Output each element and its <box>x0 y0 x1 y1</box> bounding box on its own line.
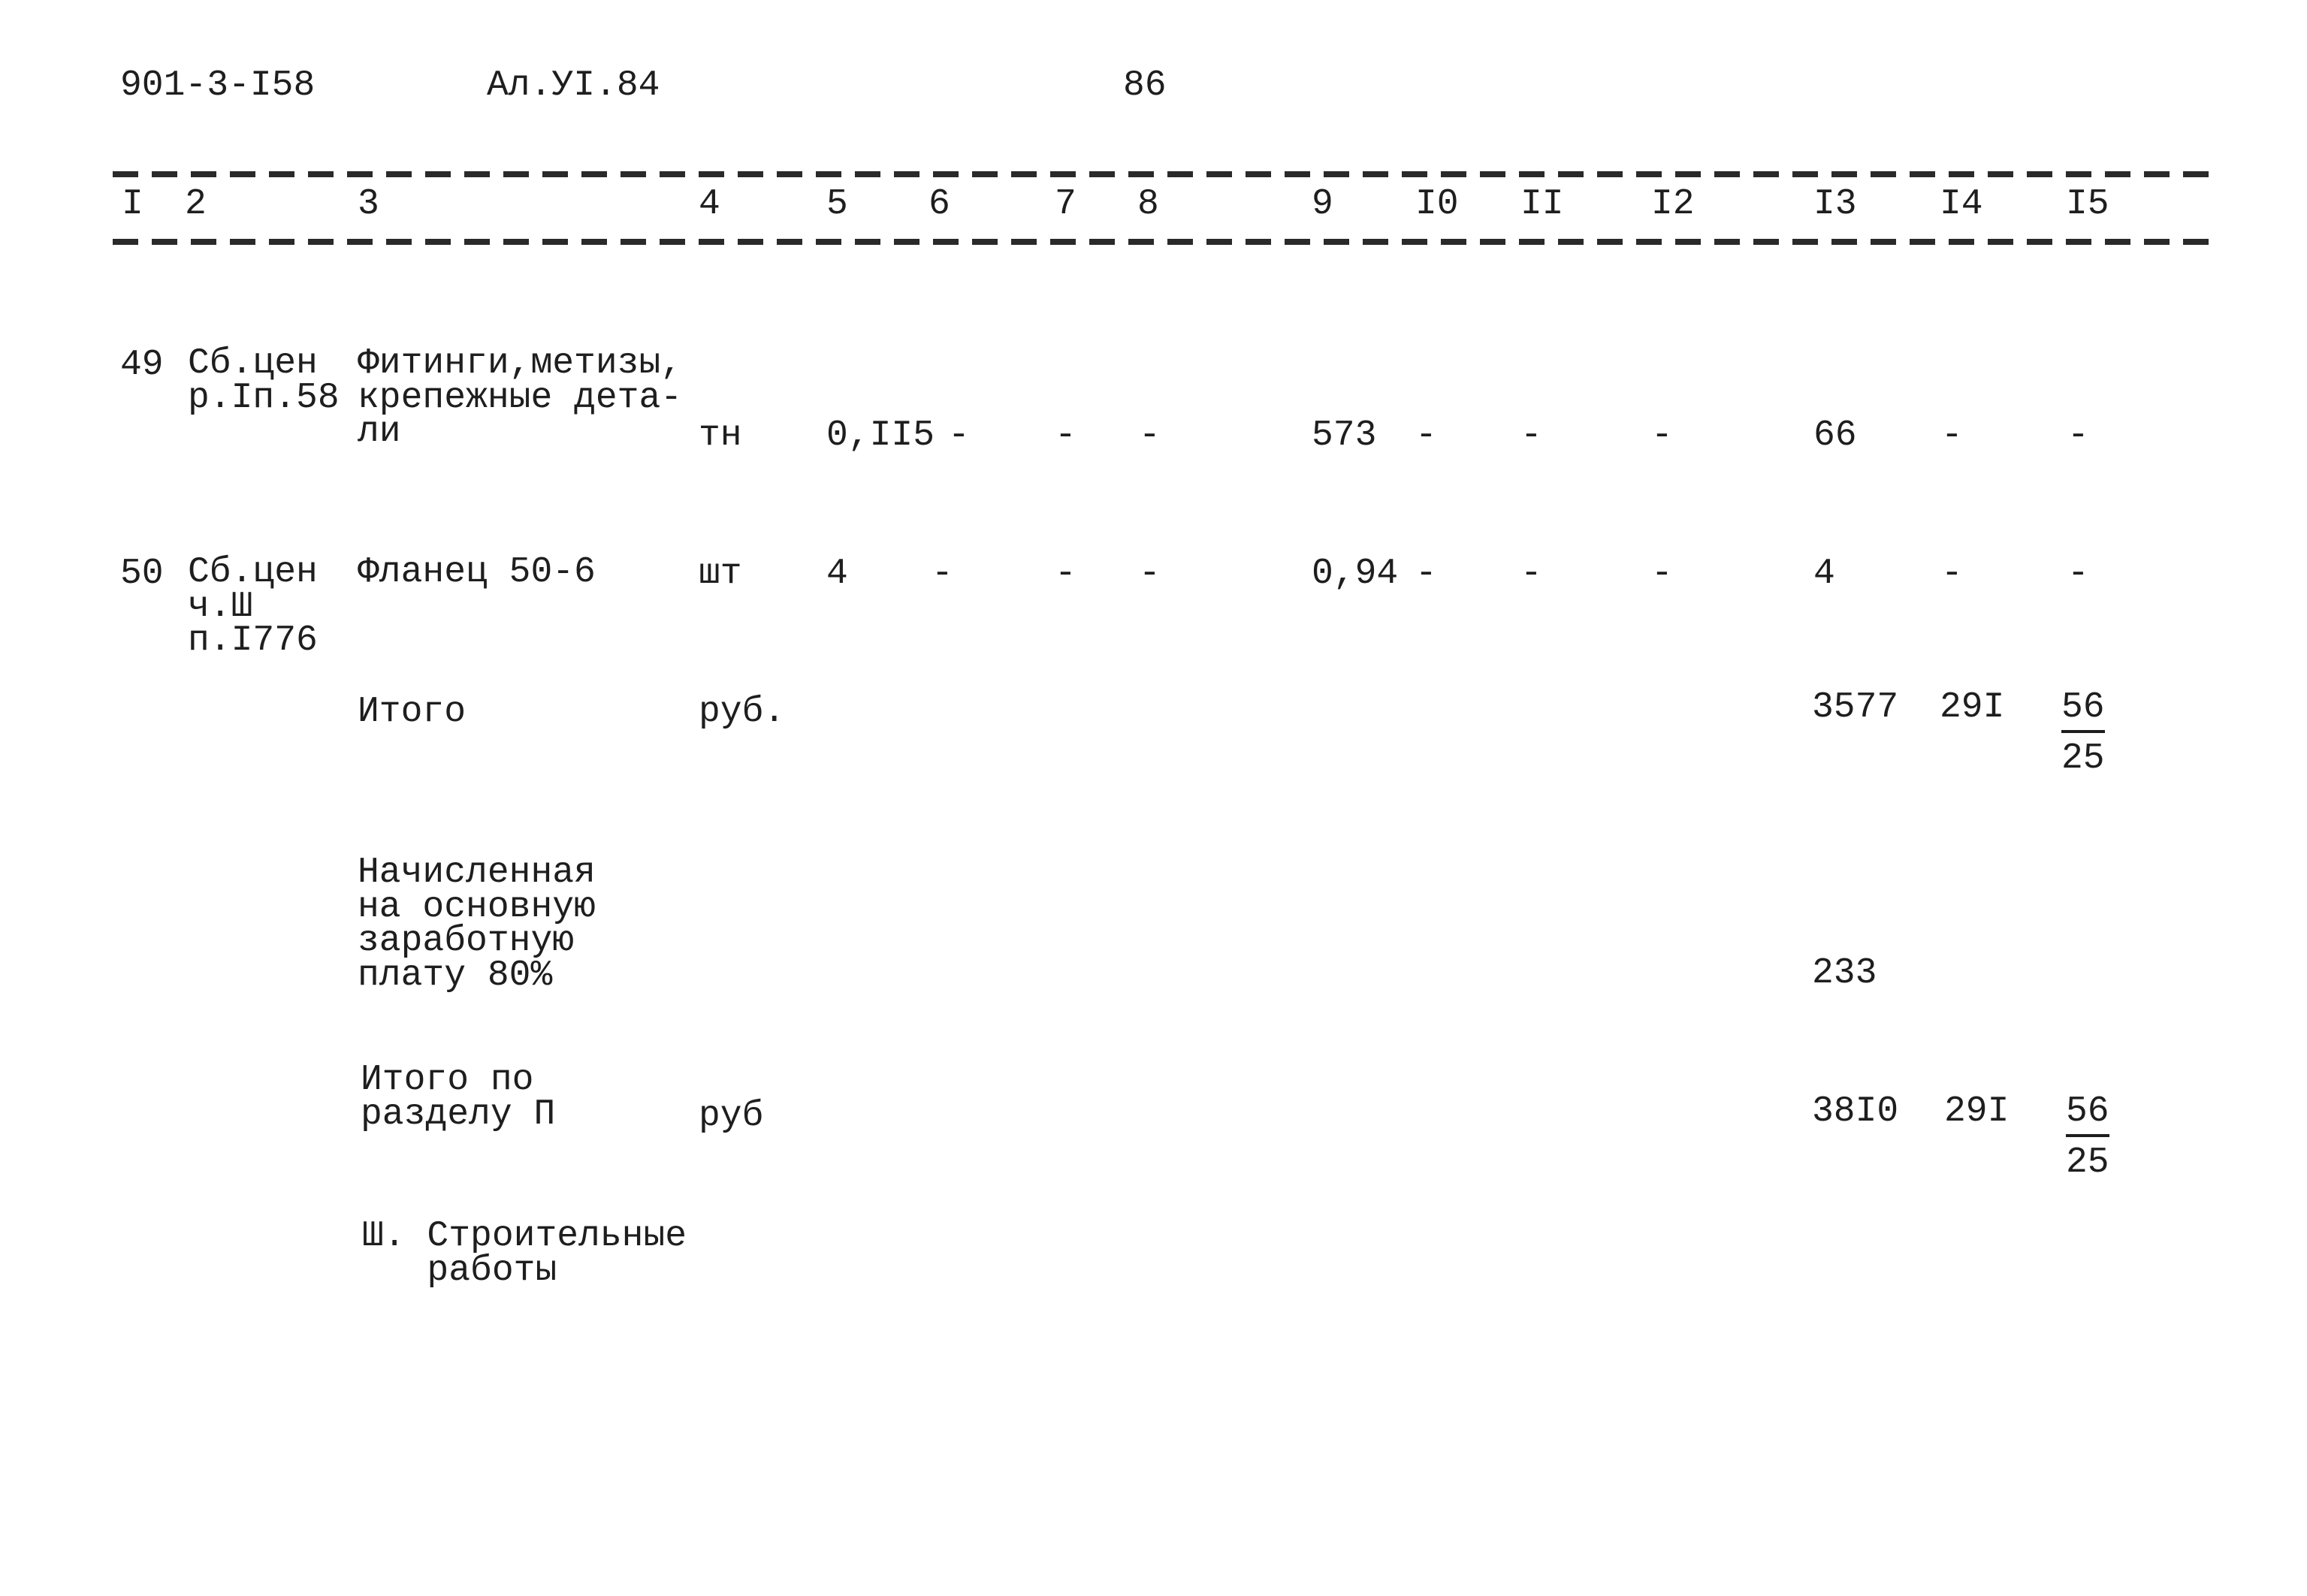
header-rule-top <box>113 171 2209 177</box>
row-49-col14: - <box>1941 415 1963 456</box>
row-50-number: 50 <box>120 554 164 594</box>
row-49-number: 49 <box>120 345 164 385</box>
row-49-col6: - <box>948 415 970 456</box>
section-total-label: Итого по разделу П <box>361 1060 556 1135</box>
header-rule-bottom <box>113 239 2209 245</box>
row-49-col11: - <box>1520 415 1542 456</box>
total-col13: 3577 <box>1812 687 1899 728</box>
page-number: 86 <box>1123 65 1167 106</box>
row-49-col9: 573 <box>1312 415 1377 456</box>
col-number-1: I <box>122 184 143 225</box>
col-number-15: I5 <box>2066 184 2109 225</box>
col-number-12: I2 <box>1651 184 1695 225</box>
col-number-5: 5 <box>826 184 848 225</box>
section-heading: Ш. Строительные работы <box>362 1216 687 1291</box>
row-50-col7: - <box>1055 554 1076 594</box>
row-50-col8: - <box>1139 554 1161 594</box>
section-total-col14: 29I <box>1944 1091 2010 1132</box>
col-number-13: I3 <box>1813 184 1857 225</box>
total-label: Итого <box>358 692 467 732</box>
album-reference: Ал.УI.84 <box>487 65 660 106</box>
section-total-unit: руб <box>699 1096 764 1136</box>
accrued-col13: 233 <box>1812 953 1877 994</box>
col-number-11: II <box>1520 184 1564 225</box>
accrued-label: Начисленная на основную заработную плату 80% <box>358 852 596 996</box>
col-number-7: 7 <box>1055 184 1076 225</box>
row-49-col10: - <box>1415 415 1437 456</box>
section-total-col15-numerator: 56 <box>2066 1094 2109 1137</box>
document-code: 901-3-I58 <box>120 65 316 106</box>
col-number-2: 2 <box>185 184 207 225</box>
col-number-8: 8 <box>1137 184 1159 225</box>
row-49-unit: тн <box>699 415 742 456</box>
row-50-col5: 4 <box>826 554 848 594</box>
section-total-col13: 38I0 <box>1812 1091 1899 1132</box>
row-50-price-reference: Сб.цен ч.Ш п.I776 <box>188 552 318 662</box>
row-50-col12: - <box>1651 554 1673 594</box>
row-50-col9: 0,94 <box>1312 554 1399 594</box>
section-total-col15-denominator: 25 <box>2066 1142 2109 1183</box>
row-49-col13: 66 <box>1813 415 1857 456</box>
col-number-10: I0 <box>1415 184 1459 225</box>
total-col15-denominator: 25 <box>2061 738 2105 779</box>
row-50-col13: 4 <box>1813 554 1835 594</box>
section-total-col15-fraction <box>2066 1091 2109 1183</box>
total-unit: руб. <box>699 692 786 732</box>
row-50-col6: - <box>932 554 953 594</box>
col-number-3: 3 <box>358 184 379 225</box>
row-50-item-name: Фланец 50-6 <box>358 552 596 593</box>
row-49-col7: - <box>1055 415 1076 456</box>
col-number-9: 9 <box>1312 184 1333 225</box>
col-number-4: 4 <box>699 184 720 225</box>
row-49-col5: 0,II5 <box>826 415 935 456</box>
row-50-col11: - <box>1520 554 1542 594</box>
row-49-col12: - <box>1651 415 1673 456</box>
row-49-col8: - <box>1139 415 1161 456</box>
total-col15-fraction <box>2061 689 2105 777</box>
col-number-6: 6 <box>929 184 950 225</box>
total-col15-numerator: 56 <box>2061 689 2105 733</box>
row-49-item-name: Фитинги,метизы, крепежные дета- ли <box>358 343 683 453</box>
row-50-col15: - <box>2067 554 2089 594</box>
row-50-unit: шт <box>699 554 742 594</box>
row-49-price-reference: Сб.цен р.Iп.58 <box>188 343 340 418</box>
row-49-col15: - <box>2067 415 2089 456</box>
total-col14: 29I <box>1940 687 2005 728</box>
row-50-col10: - <box>1415 554 1437 594</box>
row-50-col14: - <box>1941 554 1963 594</box>
col-number-14: I4 <box>1940 184 1983 225</box>
